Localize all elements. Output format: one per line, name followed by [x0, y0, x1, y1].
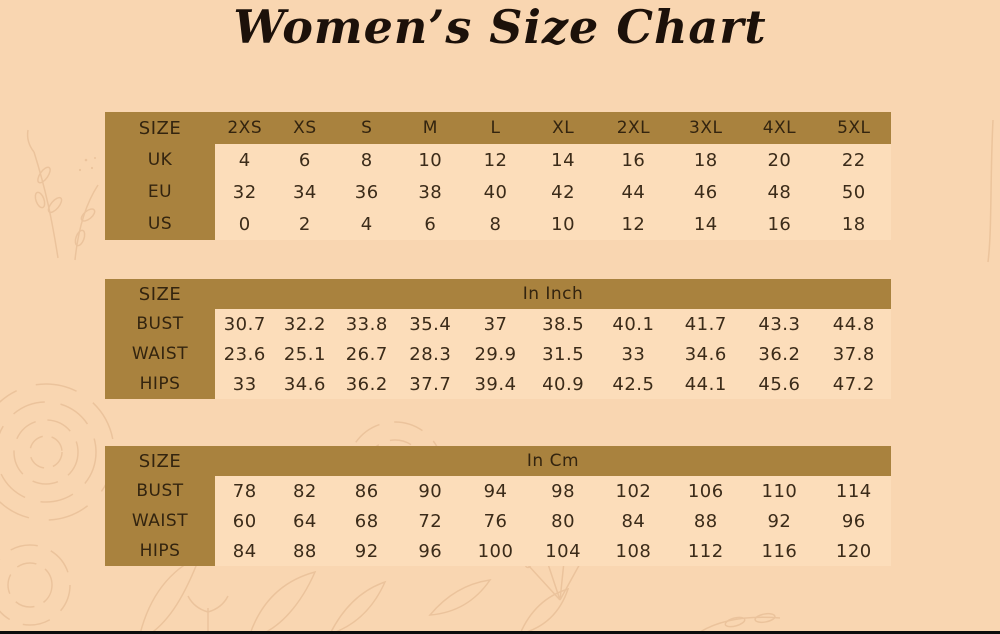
table-cell: 84: [215, 536, 274, 566]
table-cell: 14: [669, 208, 742, 240]
header-size-column: 2XS: [215, 112, 274, 144]
measurements-cm-table: [105, 446, 891, 566]
row-label: UK: [105, 144, 215, 176]
table-cell: 112: [669, 536, 742, 566]
table-cell: 114: [817, 476, 891, 506]
row-label: BUST: [105, 476, 215, 506]
table-cell: 4: [215, 144, 274, 176]
table-cell: 82: [274, 476, 335, 506]
measurements-inch-table: [105, 279, 891, 399]
table-cell: 36.2: [335, 369, 398, 399]
table-cell: 84: [598, 506, 670, 536]
table-cell: 44.8: [817, 309, 891, 339]
table-cell: 106: [669, 476, 742, 506]
header-size-column: M: [398, 112, 462, 144]
table-cell: 37: [462, 309, 528, 339]
row-label: US: [105, 208, 215, 240]
table-cell: 120: [817, 536, 891, 566]
table-cell: 18: [817, 208, 891, 240]
table-cell: 116: [742, 536, 816, 566]
table-cell: 46: [669, 176, 742, 208]
table-cell: 22: [817, 144, 891, 176]
table-cell: 2: [274, 208, 335, 240]
table-cell: 26.7: [335, 339, 398, 369]
table-cell: 44: [598, 176, 670, 208]
table-cell: 33.8: [335, 309, 398, 339]
row-label: HIPS: [105, 536, 215, 566]
table-cell: 36.2: [742, 339, 816, 369]
header-size-label: SIZE: [105, 446, 215, 476]
table-cell: 14: [529, 144, 598, 176]
row-label: BUST: [105, 309, 215, 339]
table-cell: 34: [274, 176, 335, 208]
table-cell: 12: [598, 208, 670, 240]
table-cell: 37.7: [398, 369, 462, 399]
table-cell: 28.3: [398, 339, 462, 369]
table-cell: 16: [742, 208, 816, 240]
header-size-column: 2XL: [598, 112, 670, 144]
table-cell: 45.6: [742, 369, 816, 399]
table-cell: 18: [669, 144, 742, 176]
table-cell: 86: [335, 476, 398, 506]
table-cell: 34.6: [274, 369, 335, 399]
table-cell: 4: [335, 208, 398, 240]
table-cell: 8: [335, 144, 398, 176]
table-cell: 34.6: [669, 339, 742, 369]
table-cell: 110: [742, 476, 816, 506]
table-cell: 92: [742, 506, 816, 536]
table-cell: 108: [598, 536, 670, 566]
table-cell: 41.7: [669, 309, 742, 339]
header-size-column: 4XL: [742, 112, 816, 144]
table-cell: 23.6: [215, 339, 274, 369]
row-label: WAIST: [105, 339, 215, 369]
table-cell: 64: [274, 506, 335, 536]
table-cell: 38.5: [529, 309, 598, 339]
table-cell: 72: [398, 506, 462, 536]
table-cell: 104: [529, 536, 598, 566]
table-cell: 35.4: [398, 309, 462, 339]
header-size-column: XL: [529, 112, 598, 144]
header-size-column: 5XL: [817, 112, 891, 144]
table-cell: 32.2: [274, 309, 335, 339]
table-cell: 42: [529, 176, 598, 208]
header-size-column: S: [335, 112, 398, 144]
table-cell: 68: [335, 506, 398, 536]
header-size-column: 3XL: [669, 112, 742, 144]
table-cell: 40: [462, 176, 528, 208]
table-cell: 60: [215, 506, 274, 536]
table-cell: 42.5: [598, 369, 670, 399]
row-label: WAIST: [105, 506, 215, 536]
table-cell: 0: [215, 208, 274, 240]
table-cell: 36: [335, 176, 398, 208]
table-cell: 80: [529, 506, 598, 536]
header-size-column: L: [462, 112, 528, 144]
table-cell: 6: [398, 208, 462, 240]
table-cell: 10: [398, 144, 462, 176]
table-cell: 78: [215, 476, 274, 506]
table-cell: 47.2: [817, 369, 891, 399]
header-size-label: SIZE: [105, 112, 215, 144]
table-cell: 29.9: [462, 339, 528, 369]
table-cell: 40.9: [529, 369, 598, 399]
table-cell: 90: [398, 476, 462, 506]
table-cell: 96: [817, 506, 891, 536]
table-cell: 94: [462, 476, 528, 506]
table-cell: 88: [669, 506, 742, 536]
table-cell: 40.1: [598, 309, 670, 339]
table-cell: 25.1: [274, 339, 335, 369]
table-cell: 20: [742, 144, 816, 176]
table-cell: 48: [742, 176, 816, 208]
table-cell: 10: [529, 208, 598, 240]
table-cell: 50: [817, 176, 891, 208]
table-cell: 100: [462, 536, 528, 566]
table-cell: 43.3: [742, 309, 816, 339]
table-cell: 31.5: [529, 339, 598, 369]
table-cell: 33: [215, 369, 274, 399]
header-unit-label: In Inch: [215, 279, 891, 309]
table-cell: 44.1: [669, 369, 742, 399]
table-cell: 33: [598, 339, 670, 369]
table-cell: 6: [274, 144, 335, 176]
table-cell: 8: [462, 208, 528, 240]
table-cell: 76: [462, 506, 528, 536]
table-cell: 102: [598, 476, 670, 506]
table-cell: 96: [398, 536, 462, 566]
header-unit-label: In Cm: [215, 446, 891, 476]
header-size-column: XS: [274, 112, 335, 144]
table-cell: 37.8: [817, 339, 891, 369]
size-conversion-table: [105, 112, 891, 240]
row-label: HIPS: [105, 369, 215, 399]
table-cell: 16: [598, 144, 670, 176]
header-size-label: SIZE: [105, 279, 215, 309]
page-title: Women’s Size Chart: [233, 0, 767, 54]
table-cell: 88: [274, 536, 335, 566]
table-cell: 98: [529, 476, 598, 506]
table-cell: 32: [215, 176, 274, 208]
table-cell: 92: [335, 536, 398, 566]
row-label: EU: [105, 176, 215, 208]
table-cell: 39.4: [462, 369, 528, 399]
table-cell: 30.7: [215, 309, 274, 339]
table-cell: 12: [462, 144, 528, 176]
table-cell: 38: [398, 176, 462, 208]
